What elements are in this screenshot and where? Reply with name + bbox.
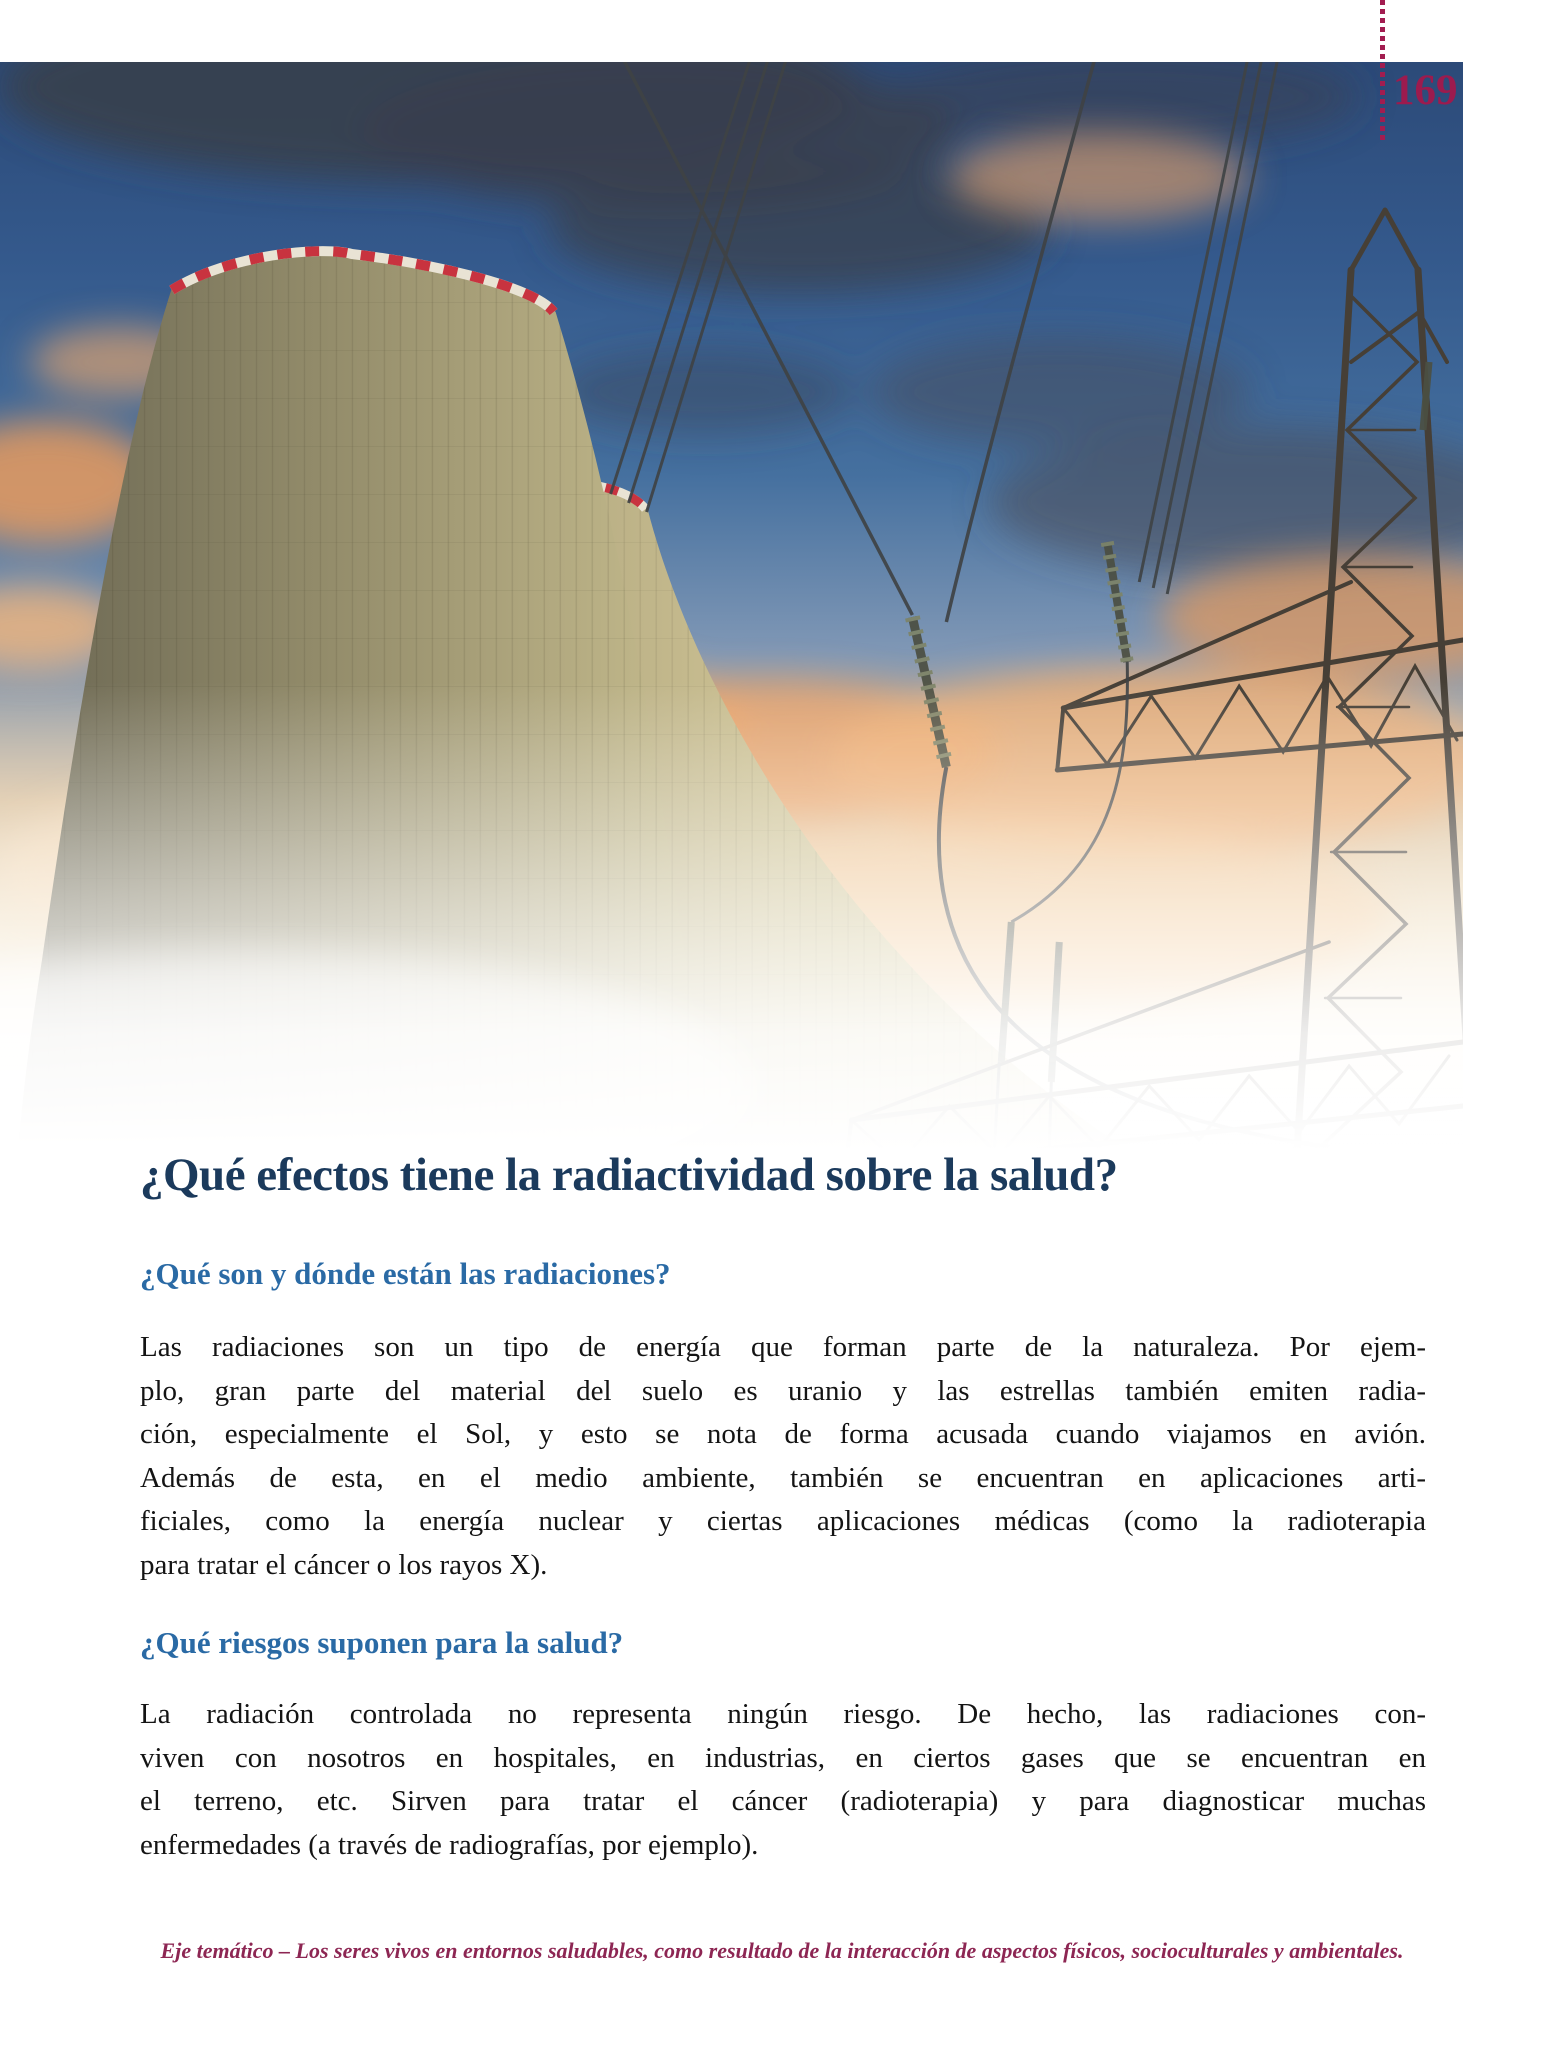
text-line: para tratar el cáncer o los rayos X). [140, 1548, 548, 1581]
paragraph-1 [140, 1326, 1426, 1587]
text-line: enfermedades (a través de radiografías, por ejemplo). [140, 1828, 759, 1861]
text-line: La radiación controlada no representa ningún riesgo. De hecho, las radiaciones con- [140, 1698, 1426, 1730]
text-line: Además de esta, en el medio ambiente, también se encuentran en aplicaciones arti- [140, 1461, 1426, 1494]
hero-photo-art [0, 62, 1463, 1150]
text-line: Las radiaciones son un tipo de energía que forman parte de la naturaleza. Por ejem- [140, 1331, 1426, 1363]
hero-photo [0, 62, 1463, 1150]
text-line: ficiales, como la energía nuclear y ciertas aplicaciones médicas (como la radioterapia [140, 1505, 1426, 1537]
text-line: viven con nosotros en hospitales, en industrias, en ciertos gases que se encuentran en [140, 1741, 1426, 1774]
text-line: ción, especialmente el Sol, y esto se nota de forma acusada cuando viajamos en avión. [140, 1418, 1426, 1450]
paragraph-2 [140, 1693, 1426, 1867]
section-heading-1: ¿Qué son y dónde están las radiaciones? [140, 1256, 671, 1291]
dotted-rule [1380, 0, 1385, 142]
section-heading-2: ¿Qué riesgos suponen para la salud? [140, 1625, 624, 1660]
page-title: ¿Qué efectos tiene la radiactividad sobre la salud? [140, 1149, 1118, 1201]
page-number: 169 [1393, 67, 1458, 114]
text-column [140, 1146, 1426, 1867]
text-line: plo, gran parte del material del suelo es uranio y las estrellas también emiten radia- [140, 1374, 1426, 1407]
footer-theme-line: Eje temático – Los seres vivos en entornos saludables, como resultado de la interacción de aspectos físicos, socioculturales y ambientales. [160, 1938, 1404, 1963]
text-line: el terreno, etc. Sirven para tratar el cáncer (radioterapia) y para diagnosticar muchas [140, 1785, 1426, 1817]
